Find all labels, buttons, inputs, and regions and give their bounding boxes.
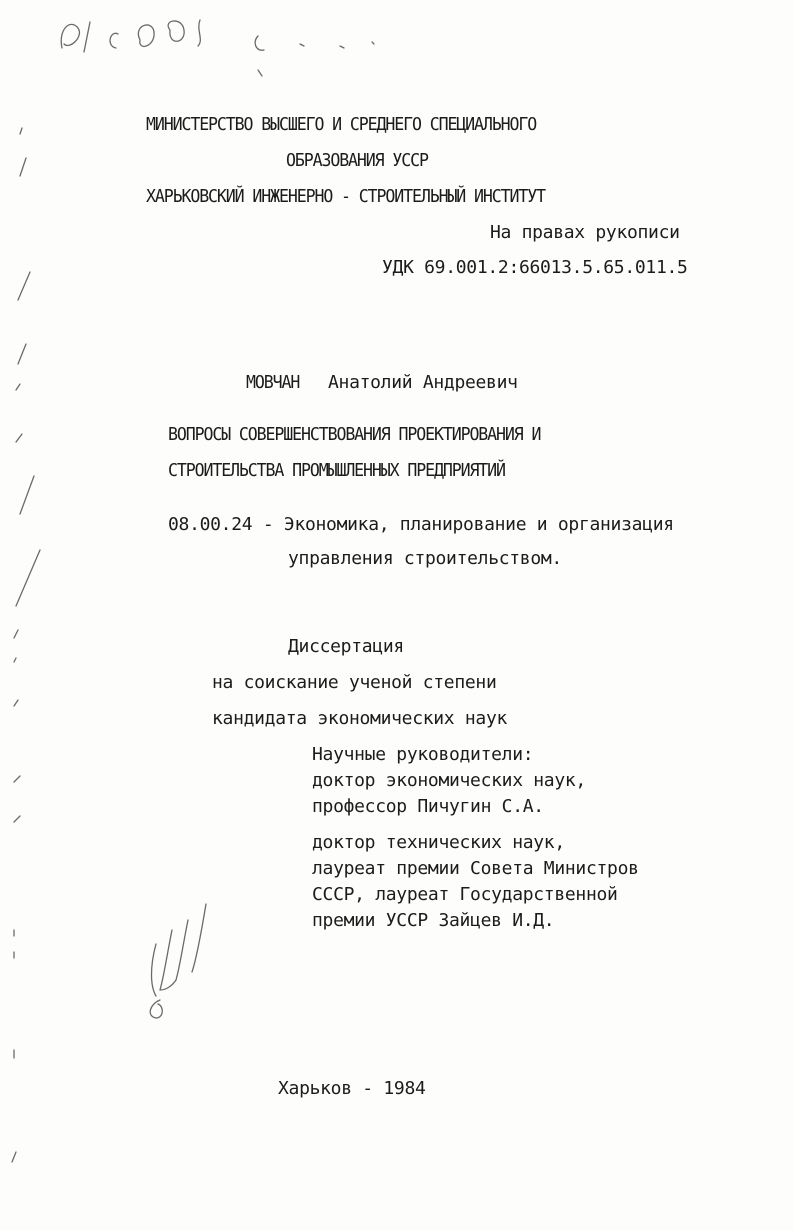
title-line-2: СТРОИТЕЛЬСТВА ПРОМЫШЛЕННЫХ ПРЕДПРИЯТИЙ: [168, 460, 505, 481]
udc-code: УДК 69.001.2:66013.5.65.011.5: [382, 257, 688, 278]
supervisor-2-line-2: лауреат премии Совета Министров: [312, 858, 639, 879]
dissertation-heading: Диссертация: [288, 636, 404, 657]
supervisor-2-line-1: доктор технических наук,: [312, 832, 565, 853]
supervisor-1-line-1: доктор экономических наук,: [312, 770, 586, 791]
degree-line-1: на соискание ученой степени: [212, 672, 497, 693]
author-surname: МОВЧАН: [246, 372, 300, 393]
specialty-line-2: управления строительством.: [288, 548, 562, 569]
ministry-line-1: МИНИСТЕРСТВО ВЫСШЕГО И СРЕДНЕГО СПЕЦИАЛЬНОГО: [146, 114, 537, 135]
city-year: Харьков - 1984: [278, 1078, 426, 1099]
supervisors-heading: Научные руководители:: [312, 744, 534, 765]
specialty-line-1: 08.00.24 - Экономика, планирование и организация: [168, 514, 674, 535]
author-given-names: Анатолий Андреевич: [328, 372, 518, 393]
supervisor-2-line-3: СССР, лауреат Государственной: [312, 884, 618, 905]
institute-name: ХАРЬКОВСКИЙ ИНЖЕНЕРНО - СТРОИТЕЛЬНЫЙ ИНСТИТУТ: [146, 186, 545, 207]
manuscript-rights: На правах рукописи: [490, 222, 680, 243]
title-line-1: ВОПРОСЫ СОВЕРШЕНСТВОВАНИЯ ПРОЕКТИРОВАНИЯ И: [168, 424, 541, 445]
supervisor-2-line-4: премии УССР Зайцев И.Д.: [312, 910, 555, 931]
degree-line-2: кандидата экономических наук: [212, 708, 508, 729]
supervisor-1-line-2: профессор Пичугин С.А.: [312, 796, 544, 817]
ministry-line-2: ОБРАЗОВАНИЯ УССР: [286, 150, 428, 171]
